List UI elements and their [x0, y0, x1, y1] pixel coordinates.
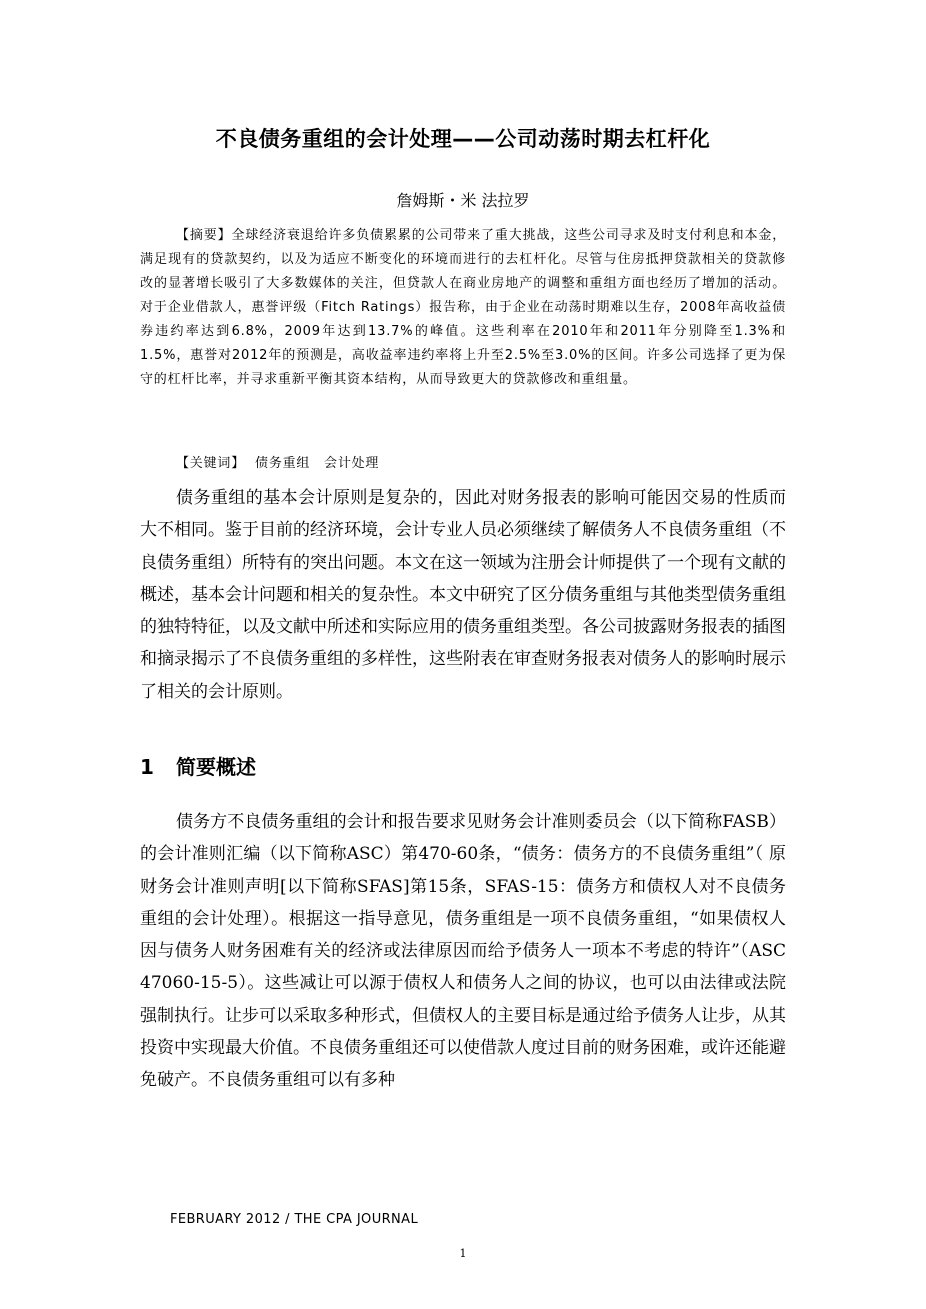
abstract-label: 【摘要】 — [176, 228, 232, 243]
section-body — [140, 806, 786, 1097]
keywords-label: 【关键词】 — [176, 456, 246, 471]
page-number: 1 — [459, 1247, 467, 1260]
section-paragraph: 债务方不良债务重组的会计和报告要求见财务会计准则委员会（以下简称FASB）的会计准则汇编（以下简称ASC）第470-60条，“债务：债务方的不良债务重组”（ 原财务会计准则声明[以下简称SFAS]第15条，SFAS-15：债务方和债权人对不良债务重组的会计处理）。根据这一指导意见，债务重组是一项不良债务重组，“如果债权人因与债务人财务困难有关的经济或法律原因而给予债务人一项本不考虑的特许”（ASC 47060-15-5）。这些减让可以源于债权人和债务人之间的协议，也可以由法律或法院强制执行。让步可以采取多种形式，但债权人的主要目标是通过给予债务人让步，从其投资中实现最大价值。不良债务重组还可以使借款人度过目前的财务困难，或许还能避免破产。不良债务重组可以有多种 — [140, 812, 786, 1091]
intro-section — [140, 482, 786, 708]
paper-title: 不良债务重组的会计处理——公司动荡时期去杠杆化 — [215, 127, 711, 151]
abstract-paragraph — [140, 224, 786, 392]
abstract — [140, 224, 786, 392]
keywords — [176, 452, 379, 476]
section-number: 1 — [140, 755, 154, 779]
section-heading — [140, 752, 256, 782]
author-name: 詹姆斯・米 法拉罗 — [396, 191, 530, 210]
abstract-text: 全球经济衰退给许多负债累累的公司带来了重大挑战，这些公司寻求及时支付利息和本金，满足现有的贷款契约，以及为适应不断变化的环境而进行的去杠杆化。尽管与住房抵押贷款相关的贷款修改的显著增长吸引了大多数媒体的关注，但贷款人在商业房地产的调整和重组方面也经历了增加的活动。对于企业借款人，惠誉评级（Fitch Ratings）报告称，由于企业在动荡时期难以生存，2008年高收益债券违约率达到6.8%，2009年达到13.7%的峰值。这些利率在2010年和2011年分别降至1.3%和1.5%，惠誉对2012年的预测是，高收益率违约率将上升至2.5%至3.0%的区间。许多公司选择了更为保守的杠杆比率，并寻求重新平衡其资本结构，从而导致更大的贷款修改和重组量。 — [140, 228, 786, 387]
section-title: 简要概述 — [176, 755, 256, 779]
keywords-text: 债务重组 会计处理 — [255, 456, 380, 471]
intro-paragraph: 债务重组的基本会计原则是复杂的，因此对财务报表的影响可能因交易的性质而大不相同。鉴于目前的经济环境，会计专业人员必须继续了解债务人不良债务重组（不良债务重组）所特有的突出问题。本文在这一领域为注册会计师提供了一个现有文献的概述，基本会计问题和相关的复杂性。本文中研究了区分债务重组与其他类型债务重组的独特特征，以及文献中所述和实际应用的债务重组类型。各公司披露财务报表的插图和摘录揭示了不良债务重组的多样性，这些附表在审查财务报表对债务人的影响时展示了相关的会计原则。 — [140, 488, 786, 702]
journal-footer: FEBRUARY 2012 / THE CPA JOURNAL — [170, 1212, 419, 1227]
